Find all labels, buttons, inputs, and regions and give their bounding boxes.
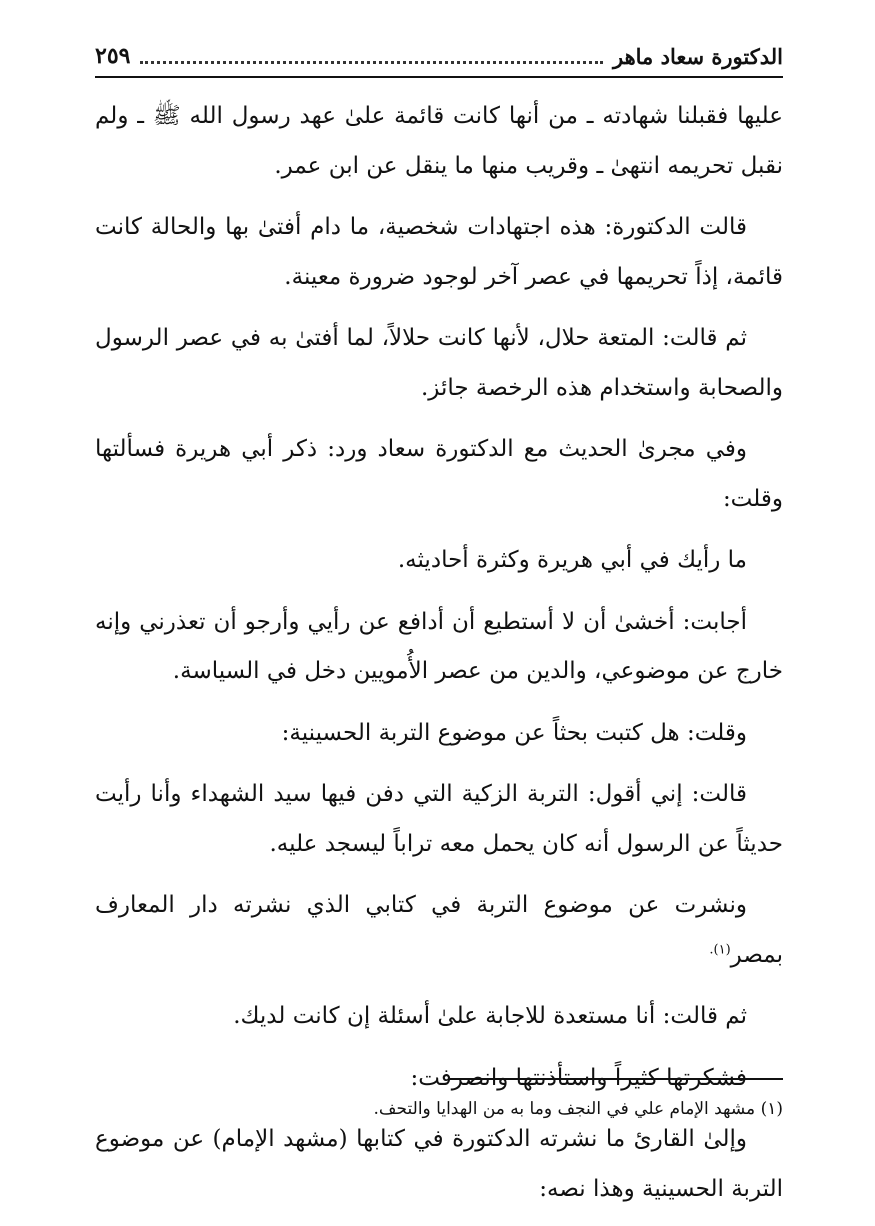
paragraph: عليها فقبلنا شهادته ـ من أنها كانت قائمة علىٰ عهد رسول الله ﷺ ـ ولم نقبل تحريمه انتهىٰ ـ وقريب منها ما ينقل عن ابن عمر. <box>95 103 783 179</box>
paragraph: ثم قالت: المتعة حلال، لأنها كانت حلالاً، لما أفتىٰ به في عصر الرسول والصحابة واستخدام هذه الرخصة جائز. <box>95 325 783 401</box>
page-header <box>95 36 783 78</box>
paragraph: وفي مجرىٰ الحديث مع الدكتورة سعاد ورد: ذكر أبي هريرة فسألتها وقلت: <box>95 436 783 512</box>
footnote-reference[interactable]: (١). <box>709 941 731 957</box>
header-dot-leader <box>140 61 603 64</box>
body-text <box>95 92 783 1226</box>
running-title: الدكتورة سعاد ماهر <box>613 43 783 69</box>
paragraph: قالت: إني أقول: التربة الزكية التي دفن فيها سيد الشهداء وأنا رأيت حديثاً عن الرسول أنه كان يحمل معه تراباً ليسجد عليه. <box>95 781 783 857</box>
page-number: ٢٥٩ <box>95 43 131 69</box>
paragraph: قالت الدكتورة: هذه اجتهادات شخصية، ما دام أفتىٰ بها والحالة كانت قائمة، إذاً تحريمها في عصر آخر لوجود ضرورة معينة. <box>95 214 783 290</box>
paragraph: ثم قالت: أنا مستعدة للاجابة علىٰ أسئلة إن كانت لديك. <box>233 1003 747 1029</box>
paragraph: أجابت: أخشىٰ أن لا أستطيع أن أدافع عن رأيي وأرجو أن تعذرني وإنه خارج عن موضوعي، والدين من عصر الأُمويين دخل في السياسة. <box>95 608 783 684</box>
paragraph: فشكرتها كثيراً واستأذنتها وانصرفت: <box>410 1064 747 1091</box>
paragraph: وإلىٰ القارئ ما نشرته الدكتورة في كتابها (مشهد الإمام) عن موضوع التربة الحسينية وهذا نصه: <box>95 1126 783 1202</box>
paragraph: ما رأيك في أبي هريرة وكثرة أحاديثه. <box>397 547 747 573</box>
paragraph-text: ونشرت عن موضوع التربة في كتابي الذي نشرته دار المعارف بمصر <box>95 892 783 968</box>
paragraph: وقلت: هل كتبت بحثاً عن موضوع التربة الحسينية: <box>281 719 747 746</box>
footnote-divider <box>448 1078 783 1080</box>
footnote: (١) مشهد الإمام علي في النجف وما به من الهدايا والتحف. <box>373 1099 783 1119</box>
paragraph-with-footnote <box>95 881 783 980</box>
